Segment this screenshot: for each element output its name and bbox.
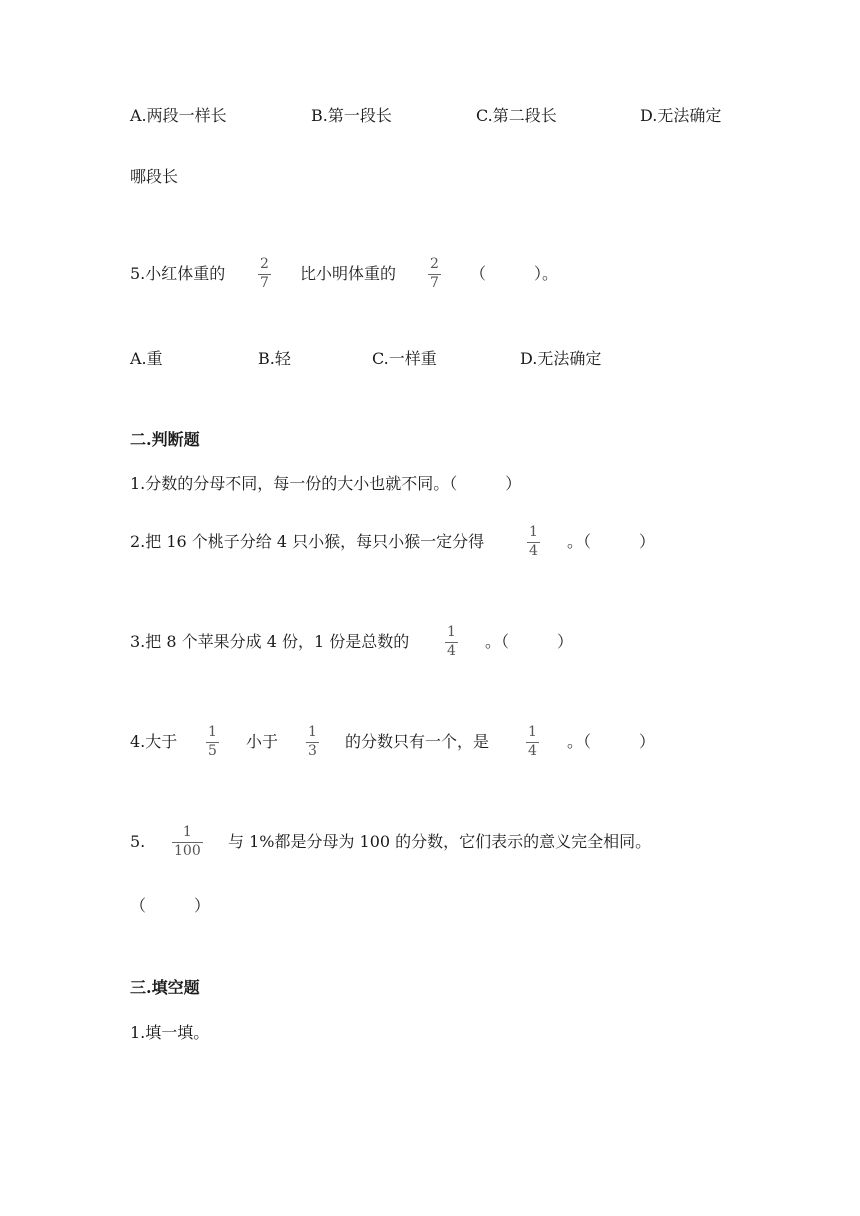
question-5-mid: 比小明体重的 [300,264,397,283]
option-c: C.第二段长 [476,106,557,125]
judge-item-4-text: 的分数只有一个，是 [345,732,490,751]
fraction-numerator: 1 [182,824,192,840]
option-a: A.两段一样长 [130,106,227,125]
fraction-denominator: 5 [208,743,217,759]
fraction-numerator: 1 [447,624,456,640]
option-b: B.第一段长 [311,106,392,125]
fraction-denominator: 7 [430,275,439,291]
option-d: D.无法确定 [640,106,722,125]
fraction-numerator: 1 [308,724,317,740]
fraction-numerator: 2 [260,256,269,272]
option-b: B.轻 [258,349,291,368]
fraction [306,725,319,759]
option-d-continuation: 哪段长 [130,167,179,186]
fraction-numerator: 1 [528,724,537,740]
judge-item-2-text: 2.把 16 个桃子分给 4 只小猴，每只小猴一定分得 [130,532,485,551]
fraction [172,825,203,859]
judge-item-3-text: 3.把 8 个苹果分成 4 份，1 份是总数的 [130,632,410,651]
judge-item-5-text: 与 1%都是分母为 100 的分数，它们表示的意义完全相同。 [228,832,652,851]
judge-item-4-text: 小于 [246,732,279,751]
fraction [526,725,539,759]
answer-blank: 。（ ） [567,732,656,751]
fraction-denominator: 100 [174,843,201,859]
fill-item-1: 1.填一填。 [130,1023,210,1042]
fraction-numerator: 2 [430,256,439,272]
answer-blank: 。（ ） [485,632,574,651]
option-d: D.无法确定 [520,349,602,368]
answer-blank: （ ） [130,896,211,915]
fraction-denominator: 3 [308,743,317,759]
judge-item-5-number: 5. [130,832,146,851]
fraction-denominator: 4 [447,643,456,659]
answer-blank: （ ）。 [470,264,559,283]
option-a: A.重 [130,349,163,368]
answer-blank: 。（ ） [567,532,656,551]
option-c: C.一样重 [372,349,437,368]
section-title: 三.填空题 [130,978,200,997]
section-title: 二.判断题 [130,430,200,449]
fraction-denominator: 7 [260,275,269,291]
judge-item-4-text: 4.大于 [130,732,178,751]
fraction [527,525,540,559]
fraction [206,725,219,759]
judge-item-1: 1.分数的分母不同，每一份的大小也就不同。（ ） [130,474,522,493]
fraction [258,257,271,291]
question-5-prefix: 5.小红体重的 [130,264,226,283]
fraction-numerator: 1 [208,724,217,740]
fraction [445,625,458,659]
fraction-denominator: 4 [529,543,538,559]
fraction-numerator: 1 [529,524,538,540]
fraction-denominator: 4 [528,743,537,759]
fraction [428,257,441,291]
